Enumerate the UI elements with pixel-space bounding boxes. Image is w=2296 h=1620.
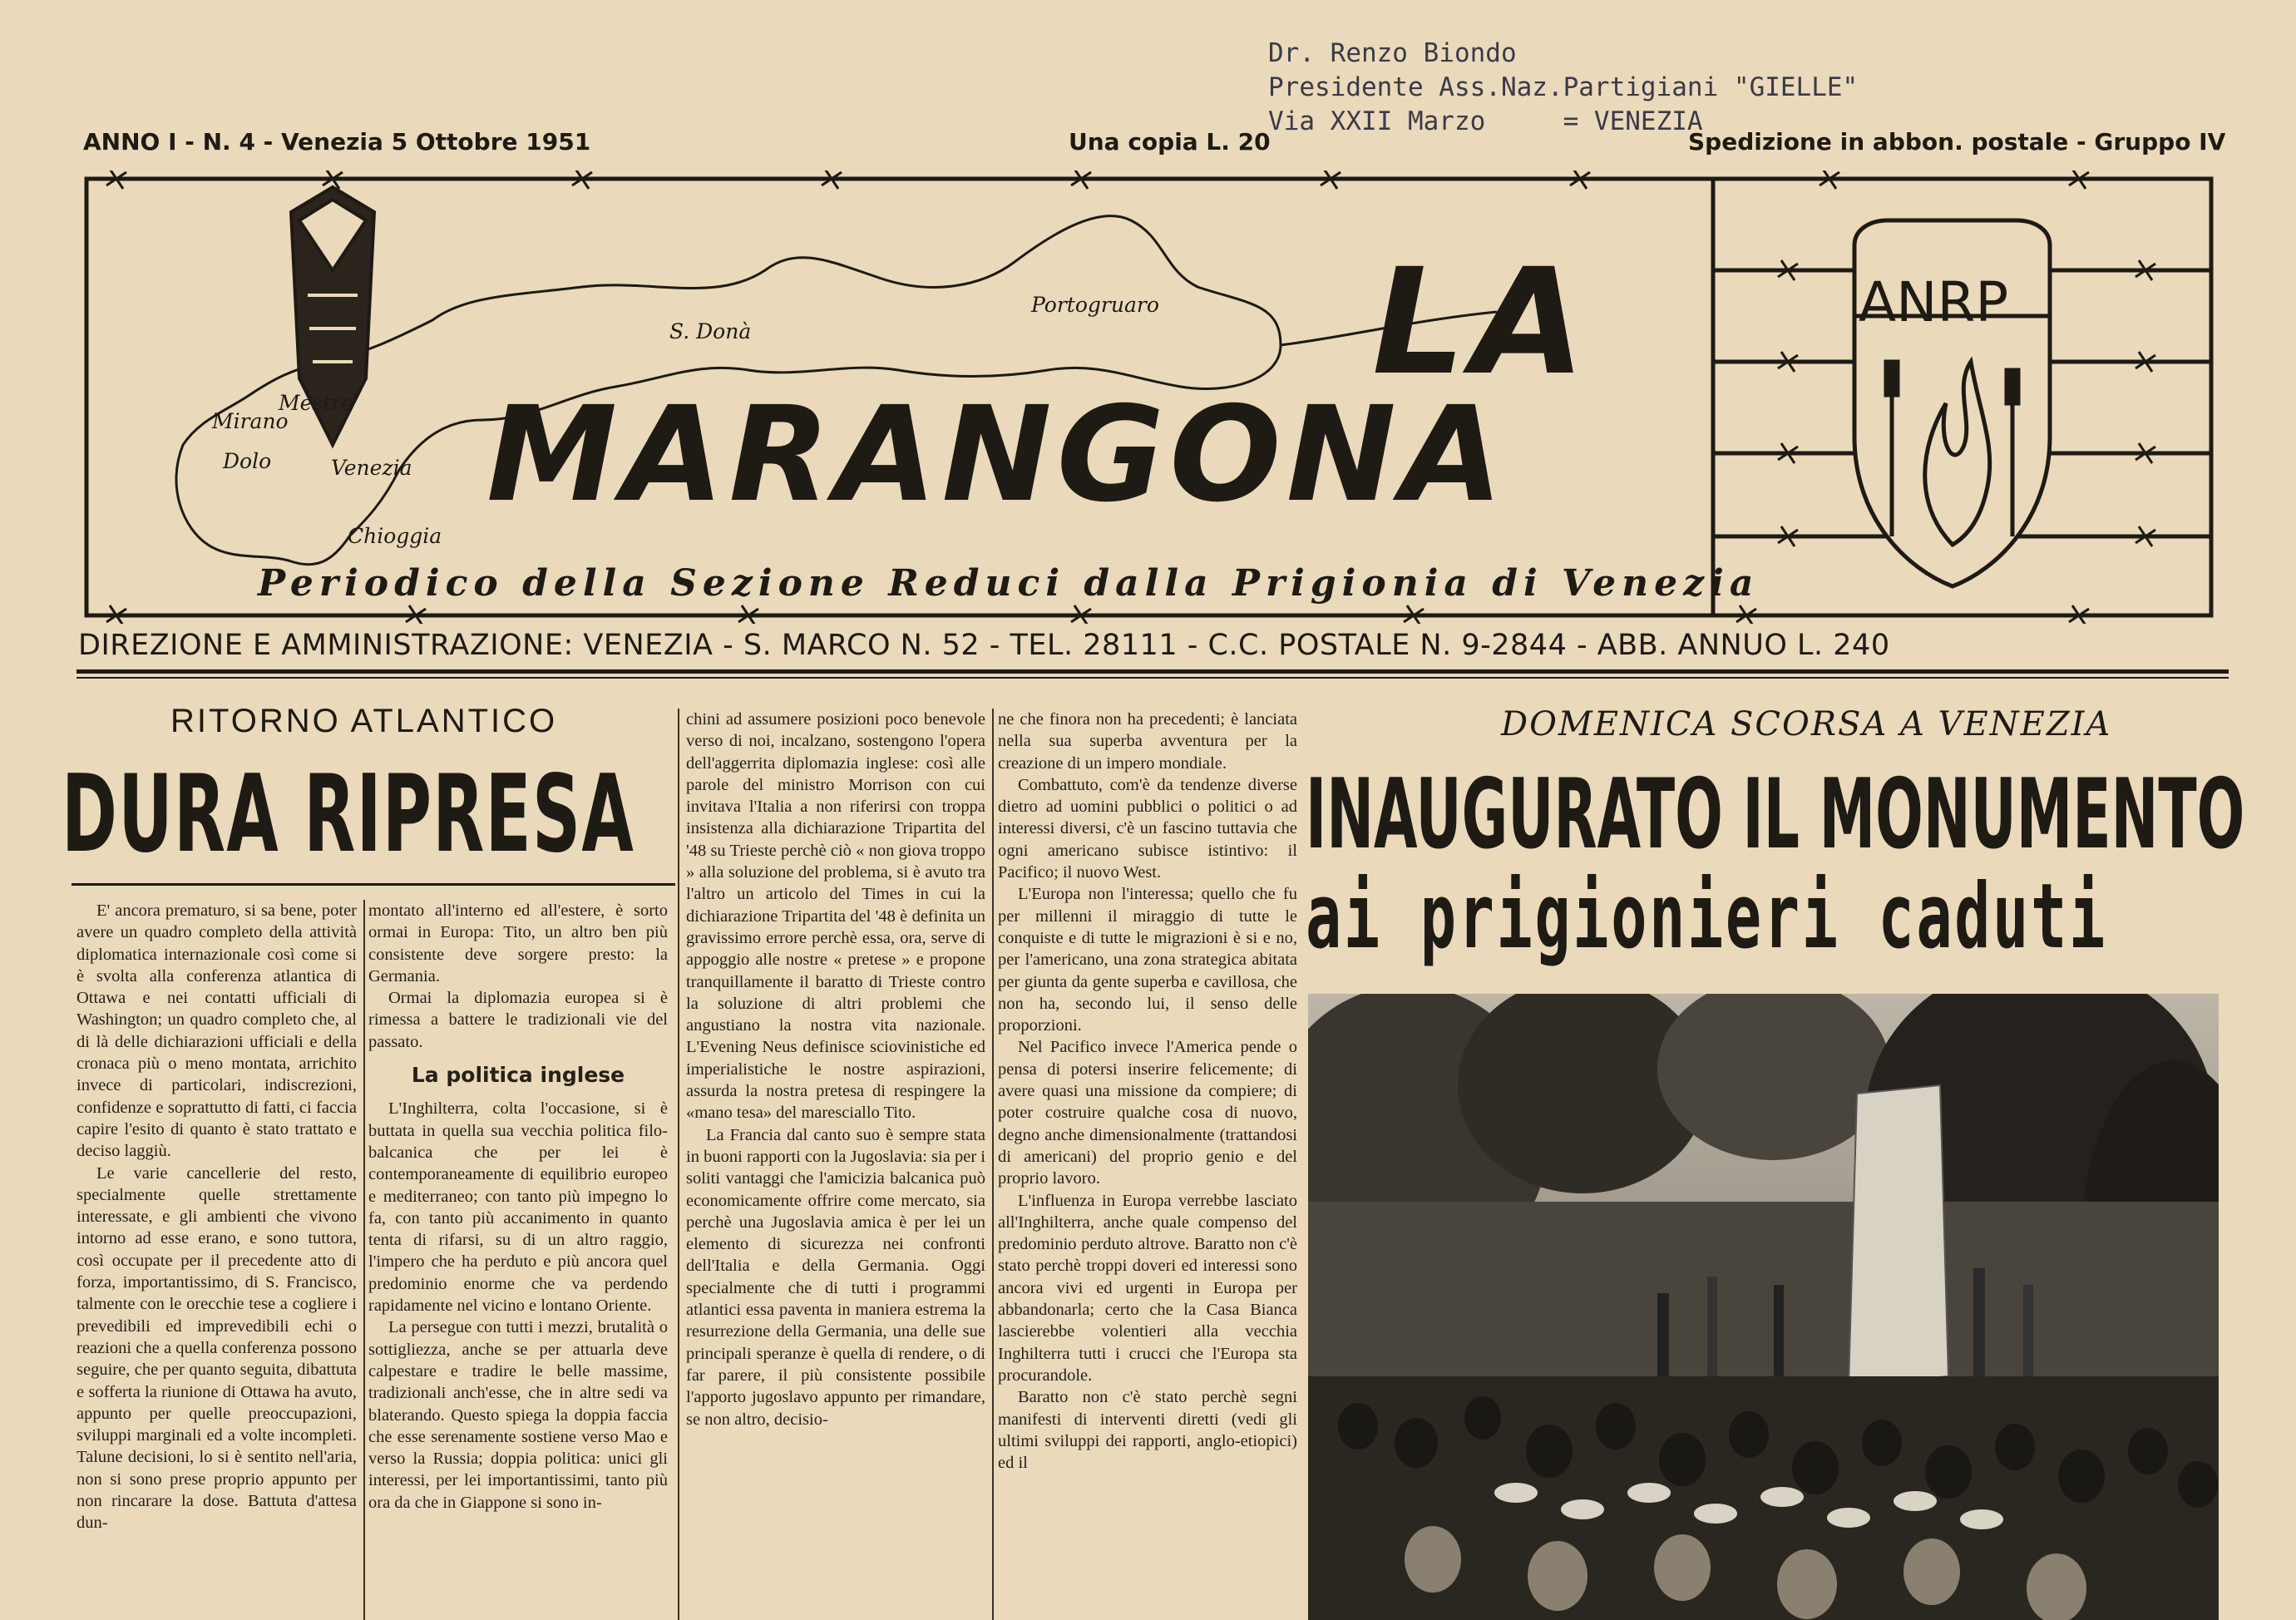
masthead-title-la: LA [1372,237,1592,407]
paragraph: ne che finora non ha precedenti; è lanciata nella sua superba avventura per la creazione di un impero mondiale. [998,710,1297,773]
paragraph: L'influenza in Europa verrebbe lasciato all'Inghilterra, anche quale compenso del predominio perduto altrove. Baratto non c'è stato perchè troppi doveri ed interessi sono ancora vivi ed urgenti in Europa per abbandonarla; certo che la Casa Bianca lascierebbe volentieri alla vecchia Inghilterra tutti i crucci che l'Europa sta procurandole. [998,1191,1297,1385]
masthead-subtitle: Periodico della Sezione Reduci dalla Prigionia di Venezia [258,562,1760,605]
paragraph: La Francia dal canto suo è sempre stata in buoni rapporti con la Jugoslavia: sia per i soliti vantaggi che l'amicizia balcanica può economicamente offrire come mercato, sia perchè una Jugoslavia amica è per lei un elemento di sicurezza nei confronti dell'Italia e della Germania. Oggi specialmente che di tutti i programmi atlantici essa paventa in maniera estrema la resurrezione della Germania, una delle sue principali speranze è quella di rendere, o di far parere, il più consistente possibile l'apporto jugoslavo appunto per rimandare, se non altro, decisio- [686,1125,985,1429]
article-column-4 [998,709,1297,1620]
header-rule-thin [77,677,2229,679]
paragraph: montato all'interno ed all'estere, è sorto ormai in Europa: Tito, un altro ben più consistente deve sorgere presto: la Germania. [368,901,668,985]
address-stamp [1268,37,2017,139]
paragraph: Combattuto, com'è da tendenze diverse dietro ad uomini pubblici o politici o ad interessi diversi, c'è un fascino tuttavia che ogni americano subisce istintivo: il Pacifico; il nuovo West. [998,775,1297,882]
header-rule [77,669,2229,674]
article2-headline: INAUGURATO IL MONUMENTO [1306,758,2245,871]
stamp-line: Dr. Renzo Biondo [1268,38,1517,68]
paragraph: E' ancora prematuro, si sa bene, poter avere un quadro completo della attività diplomatica internazionale così come si è svolta alla conferenza atlantica di Ottawa e nei contatti ufficiali di Washington; un quadro completo che, al di là delle dichiarazioni ufficiali e della cronaca più o meno montata, arrichito invece di particolari, indiscrezioni, confidenze e soprattutto di fatti, ci faccia capire l'esito di quanto è stato trattato e deciso laggiù. [77,901,357,1161]
place-label: Mirano [212,409,289,433]
paragraph: Ormai la diplomazia europea si è rimessa a battere le tradizionali vie del passato. [368,989,668,1051]
paragraph: L'Europa non l'interessa; quello che fu per millenni il miraggio di tutte le conquiste e di tutte le migrazioni è si e no, per l'americano, una zona strategica abitata per giunta da gente superba e cavillosa, che non ha, secondo lui, il senso delle proporzioni. [998,885,1297,1035]
stamp-line: Presidente Ass.Naz.Partigiani "GIELLE" [1268,72,1859,102]
column-divider [992,709,994,1620]
place-label: Venezia [331,456,412,480]
postal-info: Spedizione in abbon. postale - Gruppo IV [1688,128,2226,156]
article-column-2 [368,900,668,1615]
administration-line: DIREZIONE E AMMINISTRAZIONE: VENEZIA - S. MARCO N. 52 - TEL. 28111 - C.C. POSTALE N. 9-2844 - ABB. ANNUO L. 240 [78,629,1890,662]
stamp-line: Via XXII Marzo = VENEZIA [1268,106,1703,136]
paragraph: Baratto non c'è stato perchè segni manifesti di interventi diretti (vedi gli ultimi sviluppi dei rapporti, anglo-etiopici) ed il [998,1388,1297,1473]
place-label: Portogruaro [1031,293,1159,317]
issue-info: ANNO I - N. 4 - Venezia 5 Ottobre 1951 [83,128,591,156]
anrp-emblem-label: ANRP [1859,270,2009,334]
paragraph: L'Inghilterra, colta l'occasione, si è buttata in quella sua vecchia politica filo-balcanica che per lei è contemporaneamente di equilibrio europeo e mediterraneo; con tanto più impegno lo fa, con tanto più accanimento in quanto tenta di rifarsi, su di un altro raggio, l'impero che ha perduto e più ancora quel predominio enorme che va perdendo rapidamente nel vicino e lontano Oriente. [368,1099,668,1316]
column-divider [363,900,365,1620]
article-column-3 [686,709,985,1620]
monument-photo [1308,994,2219,1620]
paragraph: chini ad assumere posizioni poco benevole verso di noi, incalzano, sostengono l'opera dell'aggerrita diplomazia inglese: così alle parole del ministro Morrison con cui invitava l'Italia a non riferirsi con troppa insistenza alla dichiarazione Tripartita del '48 su Trieste perchè ciò « non giova troppo » alla soluzione del problema, si è avuto tra l'altro un articolo del Times in cui la dichiarazione Tripartita del '48 è definita un gravissimo errore perchè essa, ora, serve di appoggio alle nostre « pretese » e propone tranquillamente il baratto di Trieste contro la soluzione di altri problemi che angustiano la nostra vita nazionale. L'Evening Neus definisce sciovinistiche ed imperialistiche le nostre aspirazioni, assurda la nostra pretesa di respingere la «mano tesa» del maresciallo Tito. [686,710,985,1123]
paragraph: Le varie cancellerie del resto, specialmente quelle strettamente interessate, e gli ambienti che vivono intorno ad esse erano, e sono tuttora, così occupate per il precedente atto di forza, importantissimo, di S. Francisco, talmente con le orecchie tese a cogliere i prevedibili ed imprevedibili echi o reazioni che a quella conferenza possono seguire, che per quanto seguita, dibattuta e sofferta la riunione di Ottawa ha avuto, appunto per quelle preoccupazioni, sviluppi marginali ed a volte incompleti. Talune decisioni, lo si è sentito nell'aria, non si sono prese proprio appunto per non rincarare la dose. Battuta d'attesa dun- [77,1163,357,1533]
article-kicker: RITORNO ATLANTICO [170,703,558,739]
place-label: Mestre [279,391,354,415]
section-subheading: La politica inglese [411,1063,625,1088]
place-label: Dolo [223,449,272,473]
headline-rule [72,883,675,886]
price-info: Una copia L. 20 [1069,128,1271,156]
masthead-title-marangona: MARANGONA [486,378,1508,531]
column-divider [678,709,679,1620]
place-label: Chioggia [348,524,442,548]
article-column-1 [77,900,357,1615]
paragraph: Nel Pacifico invece l'America pende o pensa di potersi inserire felicemente; di avere quasi una missione da compiere; di poter costruire qualche cosa di nuovo, degno anche dimensionalmente (trattandosi di americani) del proprio genio e del proprio lavoro. [998,1038,1297,1188]
article2-kicker: DOMENICA SCORSA A VENEZIA [1501,705,2112,743]
place-label: S. Donà [669,319,752,343]
article-headline: DURA RIPRESA [62,753,634,877]
paragraph: La persegue con tutti i mezzi, brutalità o sottigliezza, anche se per attuarla deve calpestare e tradire le belle massime, tradizionali anch'esse, che in altre sedi va blaterando. Questo spiega la doppia faccia che esse serenamente sostiene verso Mao e verso la Russia; doppia politica: unici gli interessi, per lei importantissimi, tanto più ora da che in Giappone si sono in- [368,1318,668,1512]
article2-headline-sub: ai prigionieri caduti [1306,865,2107,969]
